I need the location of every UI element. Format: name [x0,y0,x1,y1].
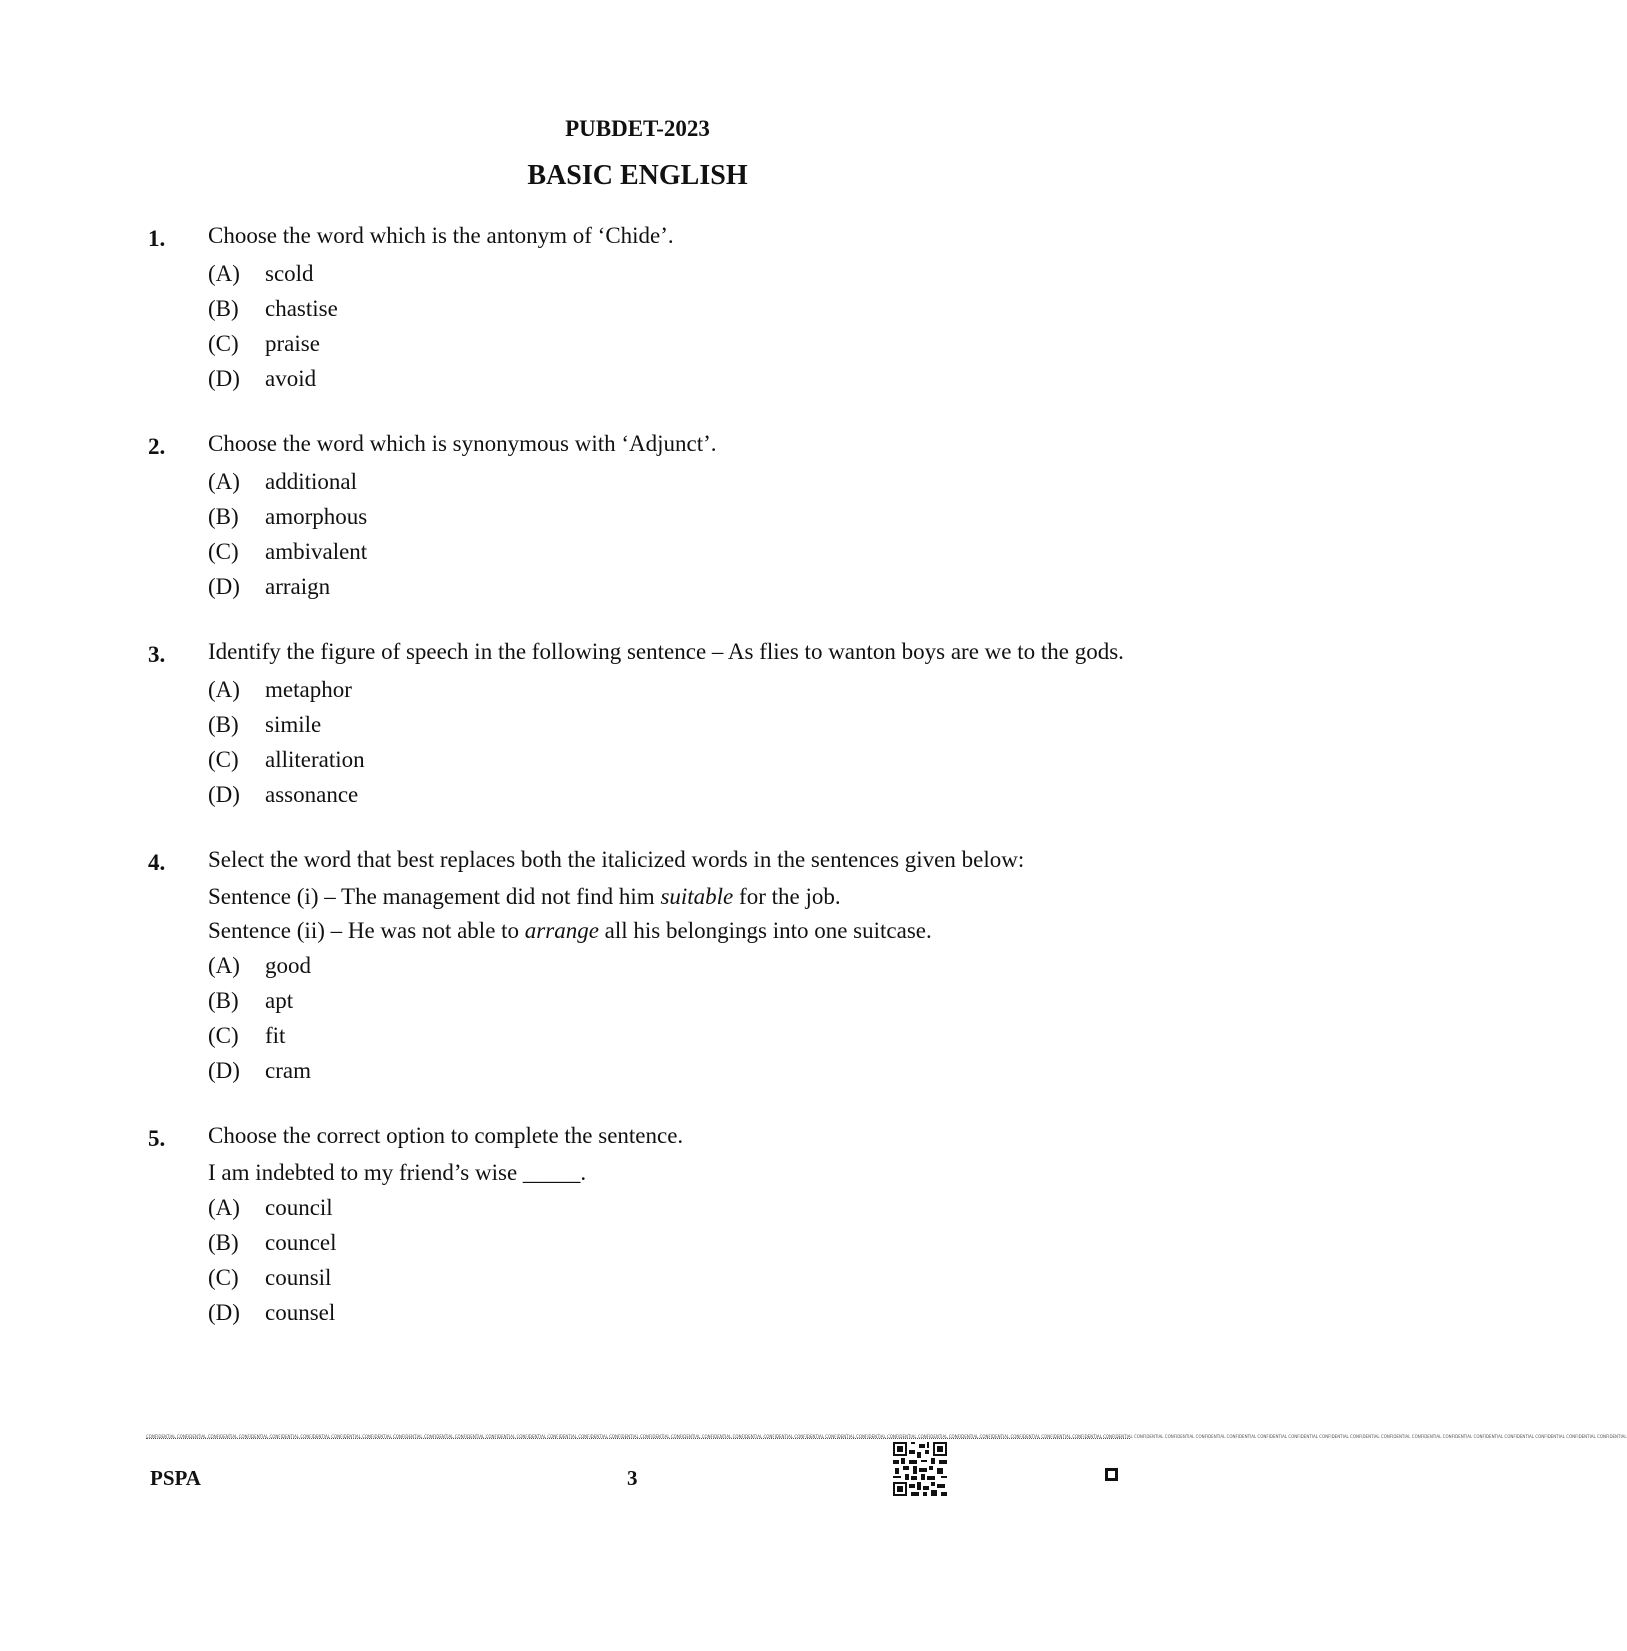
question-4 [148,846,1128,1088]
option-c [208,742,1128,777]
question-list [148,222,1128,1364]
option-c [208,1260,1128,1295]
option-text: fit [265,1023,286,1048]
option-text: counsel [265,1300,336,1325]
option-text: alliteration [265,747,365,772]
option-text: praise [265,331,320,356]
option-letter: (D) [208,782,240,807]
option-letter: (B) [208,712,239,737]
question-number: 1. [148,226,166,251]
option-letter: (A) [208,677,240,702]
option-text: amorphous [265,504,368,529]
option-text: cram [265,1058,311,1083]
option-d [208,569,1128,604]
question-text: Choose the word which is synonymous with ‘Adjunct’. [208,431,717,456]
option-b [208,1225,1128,1260]
option-b [208,983,1128,1018]
exam-code-heading: PUBDET-2023 [565,116,710,141]
question-text: Choose the correct option to complete the sentence. [208,1123,684,1148]
option-b [208,499,1128,534]
option-letter: (D) [208,1058,240,1083]
option-letter: (D) [208,574,240,599]
option-letter: (D) [208,366,240,391]
option-letter: (B) [208,504,239,529]
option-c [208,326,1128,361]
option-letter: (B) [208,296,239,321]
italic-word: arrange [524,918,599,943]
option-text: good [265,953,311,978]
qr-code-icon [893,1442,947,1496]
option-text: chastise [265,296,338,321]
option-d [208,1295,1128,1330]
question-5 [148,1122,1128,1330]
option-text: scold [265,261,314,286]
option-letter: (A) [208,469,240,494]
option-text: counsil [265,1265,332,1290]
option-text: metaphor [265,677,352,702]
option-letter: (A) [208,1195,240,1220]
option-text: avoid [265,366,317,391]
question-text: Choose the word which is the antonym of ‘Chide’. [208,223,674,248]
option-letter: (A) [208,261,240,286]
option-text: ambivalent [265,539,368,564]
paper-code: PSPA [150,1466,201,1490]
option-text: assonance [265,782,359,807]
option-letter: (C) [208,747,239,772]
option-letter: (B) [208,1230,239,1255]
corner-square-icon [1105,1468,1118,1481]
option-letter: (C) [208,539,239,564]
italic-word: suitable [660,884,734,909]
sentence-i: Sentence (i) – The management did not find him suitable for the job. [208,884,841,909]
option-text: arraign [265,574,331,599]
option-letter: (A) [208,953,240,978]
option-d [208,361,1128,396]
footer-divider [146,1438,1130,1439]
page-title: BASIC ENGLISH [527,160,748,191]
option-a [208,464,1128,499]
option-letter: (B) [208,988,239,1013]
option-a [208,948,1128,983]
option-c [208,534,1128,569]
option-text: additional [265,469,357,494]
question-3 [148,638,1128,812]
question-number: 4. [148,850,166,875]
question-number: 3. [148,642,166,667]
option-text: apt [265,988,294,1013]
question-text: Identify the figure of speech in the following sentence – As flies to wanton boys are we to the gods. [208,639,1124,664]
security-microtext: CONFIDENTIAL CONFIDENTIAL CONFIDENTIAL CONFIDENTIAL CONFIDENTIAL CONFIDENTIAL CONFIDENTIAL CONFIDENTIAL CONFIDENTIAL CONFIDENTIAL CONFIDENTIAL CONFIDENTIAL CONFIDENTIAL CONFIDENTIAL CONFIDENTIAL CONFIDENTIAL CONFIDENTIAL CONFIDENTIAL CONFIDENTIAL CONFIDENTIAL CONFIDENTIAL CONFIDENTIAL CONFIDENTIAL CONFIDENTIAL CONFIDENTIAL CONFIDENTIAL CONFIDENTIAL CONFIDENTIAL CONFIDENTIAL CONFIDENTIAL CONFIDENTIAL CONFIDENTIAL CONFIDENTIAL CONFIDENTIAL CONFIDENTIAL CONFIDENTIAL CONFIDENTIAL CONFIDENTIAL CONFIDENTIAL CONFIDENTIAL CONFIDENTIAL CONFIDENTIAL CONFIDENTIAL CONFIDENTIAL CONFIDENTIAL CONFIDENTIAL CONFIDENTIAL CONFIDENTIAL [146,1434,1627,1439]
question-number: 2. [148,434,166,459]
question-number: 5. [148,1126,166,1151]
option-text: council [265,1195,333,1220]
option-letter: (D) [208,1300,240,1325]
option-d [208,1053,1128,1088]
option-letter: (C) [208,331,239,356]
option-a [208,1190,1128,1225]
question-text: Select the word that best replaces both the italicized words in the sentences given below: [208,847,1025,872]
option-text: councel [265,1230,337,1255]
sentence-ii: Sentence (ii) – He was not able to arrange all his belongings into one suitcase. [208,918,932,943]
option-b [208,707,1128,742]
option-letter: (C) [208,1265,239,1290]
option-d [208,777,1128,812]
option-a [208,256,1128,291]
option-text: simile [265,712,322,737]
option-letter: (C) [208,1023,239,1048]
question-1 [148,222,1128,396]
page-number: 3 [627,1466,638,1490]
option-c [208,1018,1128,1053]
question-2 [148,430,1128,604]
option-b [208,291,1128,326]
question-sentence: I am indebted to my friend’s wise _____. [208,1160,587,1185]
option-a [208,672,1128,707]
